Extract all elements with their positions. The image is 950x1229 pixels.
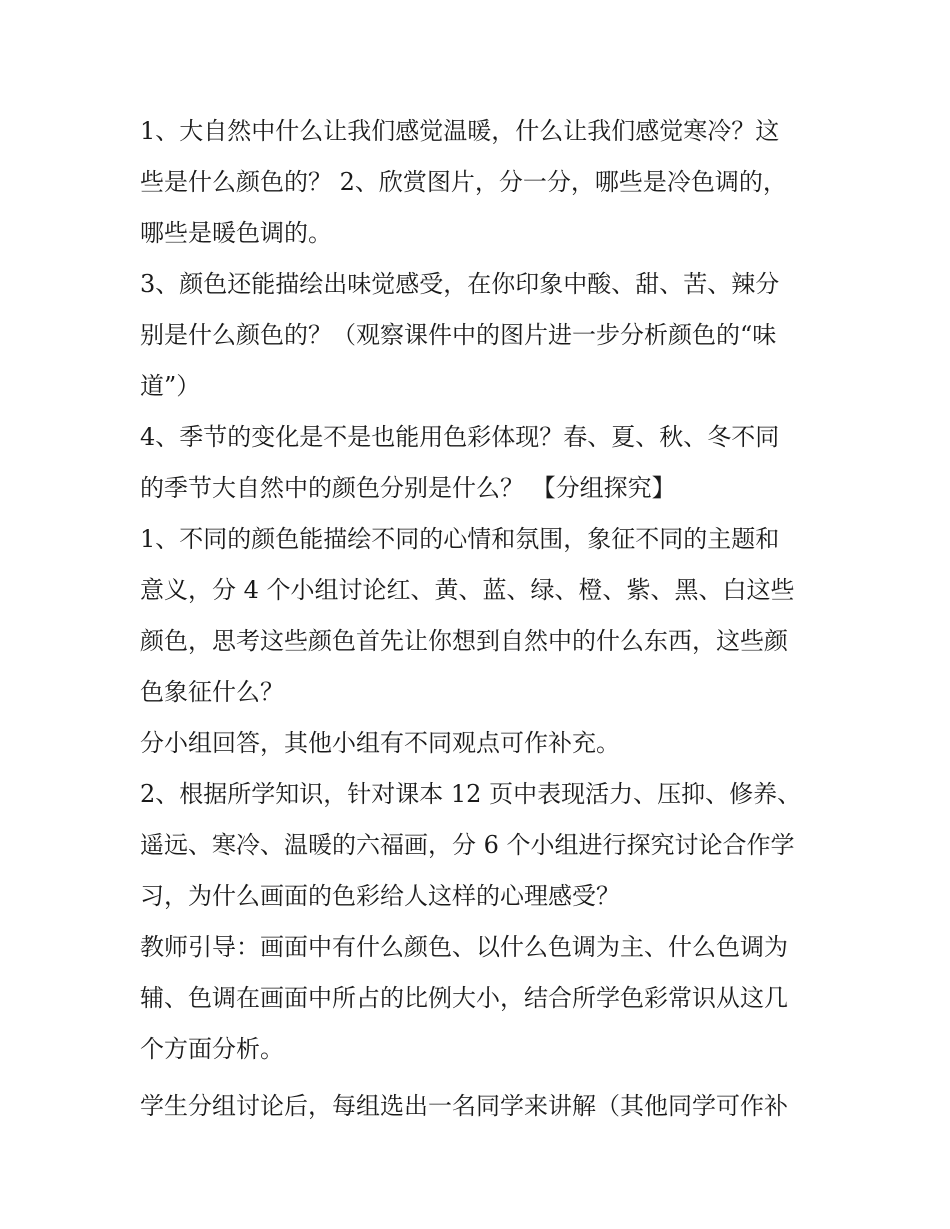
text-line: 色象征什么？ xyxy=(140,678,284,706)
text-line: 1、不同的颜色能描绘不同的心情和氛围，象征不同的主题和 xyxy=(140,525,780,553)
text-line: 教师引导：画面中有什么颜色、以什么色调为主、什么色调为 xyxy=(140,933,788,961)
text-line: 意义，分 4 个小组讨论红、黄、蓝、绿、橙、紫、黑、白这些 xyxy=(140,576,795,604)
text-line: 2、根据所学知识，针对课本 12 页中表现活力、压抑、修养、 xyxy=(140,780,802,808)
text-line: 1、大自然中什么让我们感觉温暖，什么让我们感觉寒冷？这 xyxy=(140,117,780,145)
text-line: 些是什么颜色的？ 2、欣赏图片，分一分，哪些是冷色调的， xyxy=(140,168,787,196)
text-line: 颜色，思考这些颜色首先让你想到自然中的什么东西，这些颜 xyxy=(140,627,788,655)
text-line: 个方面分析。 xyxy=(140,1035,284,1063)
text-line: 遥远、寒冷、温暖的六福画，分 6 个小组进行探究讨论合作学 xyxy=(140,831,795,859)
text-line: 别是什么颜色的？（观察课件中的图片进一步分析颜色的“味 xyxy=(140,321,777,349)
text-line: 学生分组讨论后，每组选出一名同学来讲解（其他同学可作补 xyxy=(140,1092,788,1120)
text-line: 分小组回答，其他小组有不同观点可作补充。 xyxy=(140,729,620,757)
text-line: 哪些是暖色调的。 xyxy=(140,219,332,247)
text-line: 3、颜色还能描绘出味觉感受，在你印象中酸、甜、苦、辣分 xyxy=(140,270,780,298)
text-line: 辅、色调在画面中所占的比例大小，结合所学色彩常识从这几 xyxy=(140,984,788,1012)
text-line: 的季节大自然中的颜色分别是什么？ 【分组探究】 xyxy=(140,474,676,502)
text-line: 习，为什么画面的色彩给人这样的心理感受？ xyxy=(140,882,620,910)
text-line: 道”） xyxy=(140,372,201,400)
text-line: 4、季节的变化是不是也能用色彩体现？春、夏、秋、冬不同 xyxy=(140,423,780,451)
